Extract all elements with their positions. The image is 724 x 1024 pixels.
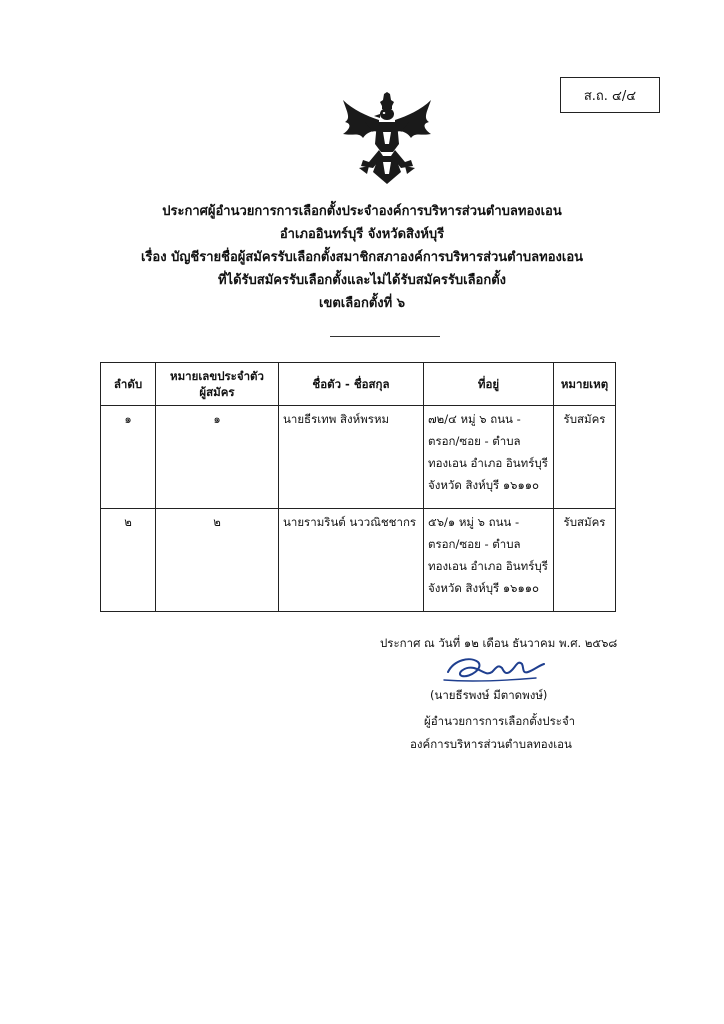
address-line: ทองเอน อำเภอ อินทร์บุรี bbox=[428, 456, 548, 470]
cell-seq: ๒ bbox=[101, 509, 156, 612]
announcement-date: ประกาศ ณ วันที่ ๑๒ เดือน ธันวาคม พ.ศ. ๒๕๖๘ bbox=[380, 636, 618, 650]
heading-line-1: ประกาศผู้อำนวยการการเลือกตั้งประจำองค์การบริหารส่วนตำบลทองเอน bbox=[162, 204, 562, 219]
address-line: ตรอก/ซอย - ตำบล bbox=[428, 537, 521, 551]
signer-name: (นายธีรพงษ์ มีตาดพงษ์) bbox=[430, 688, 548, 702]
form-code: ส.ถ. ๔/๔ bbox=[583, 88, 637, 104]
address-line: จังหวัด สิงห์บุรี ๑๖๑๑๐ bbox=[428, 581, 540, 595]
cell-name: นายธีรเทพ สิงห์พรหม bbox=[279, 406, 424, 509]
signer-position-line-2: องค์การบริหารส่วนตำบลทองเอน bbox=[410, 737, 572, 751]
heading-line-3: เรื่อง บัญชีรายชื่อผู้สมัครรับเลือกตั้งสมาชิกสภาองค์การบริหารส่วนตำบลทองเอน bbox=[140, 250, 584, 265]
cell-remark: รับสมัคร bbox=[554, 509, 616, 612]
announcement-heading bbox=[0, 200, 724, 315]
cell-candidate-number: ๑ bbox=[156, 406, 279, 509]
heading-line-5: เขตเลือกตั้งที่ ๖ bbox=[319, 296, 405, 311]
cell-address bbox=[424, 406, 554, 509]
address-line: ตรอก/ซอย - ตำบล bbox=[428, 434, 521, 448]
address-line: จังหวัด สิงห์บุรี ๑๖๑๑๐ bbox=[428, 478, 540, 492]
cell-seq: ๑ bbox=[101, 406, 156, 509]
header-seq: ลำดับ bbox=[101, 363, 156, 406]
address-line: ทองเอน อำเภอ อินทร์บุรี bbox=[428, 559, 548, 573]
cell-remark: รับสมัคร bbox=[554, 406, 616, 509]
header-candidate-number bbox=[156, 363, 279, 406]
signature bbox=[440, 650, 550, 686]
garuda-emblem bbox=[339, 92, 435, 184]
signer-position-line-1: ผู้อำนวยการการเลือกตั้งประจำ bbox=[424, 714, 576, 728]
cell-address bbox=[424, 509, 554, 612]
address-line: ๗๒/๔ หมู่ ๖ ถนน - bbox=[428, 412, 521, 426]
heading-line-2: อำเภออินทร์บุรี จังหวัดสิงห์บุรี bbox=[279, 227, 445, 242]
header-remark: หมายเหตุ bbox=[554, 363, 616, 406]
candidate-table bbox=[100, 362, 616, 612]
heading-line-4: ที่ได้รับสมัครรับเลือกตั้งและไม่ได้รับสมัครรับเลือกตั้ง bbox=[217, 273, 507, 288]
address-line: ๕๖/๑ หมู่ ๖ ถนน - bbox=[428, 515, 520, 529]
table-row bbox=[101, 509, 616, 612]
header-number-line-1: หมายเลขประจำตัว bbox=[170, 369, 264, 383]
heading-divider bbox=[330, 336, 440, 337]
header-address: ที่อยู่ bbox=[424, 363, 554, 406]
form-code-box bbox=[560, 77, 660, 113]
cell-name: นายรามรินต์ นววณิชชากร bbox=[279, 509, 424, 612]
cell-candidate-number: ๒ bbox=[156, 509, 279, 612]
header-number-line-2: ผู้สมัคร bbox=[199, 385, 235, 399]
table-row bbox=[101, 406, 616, 509]
header-name: ชื่อตัว - ชื่อสกุล bbox=[279, 363, 424, 406]
table-header-row bbox=[101, 363, 616, 406]
